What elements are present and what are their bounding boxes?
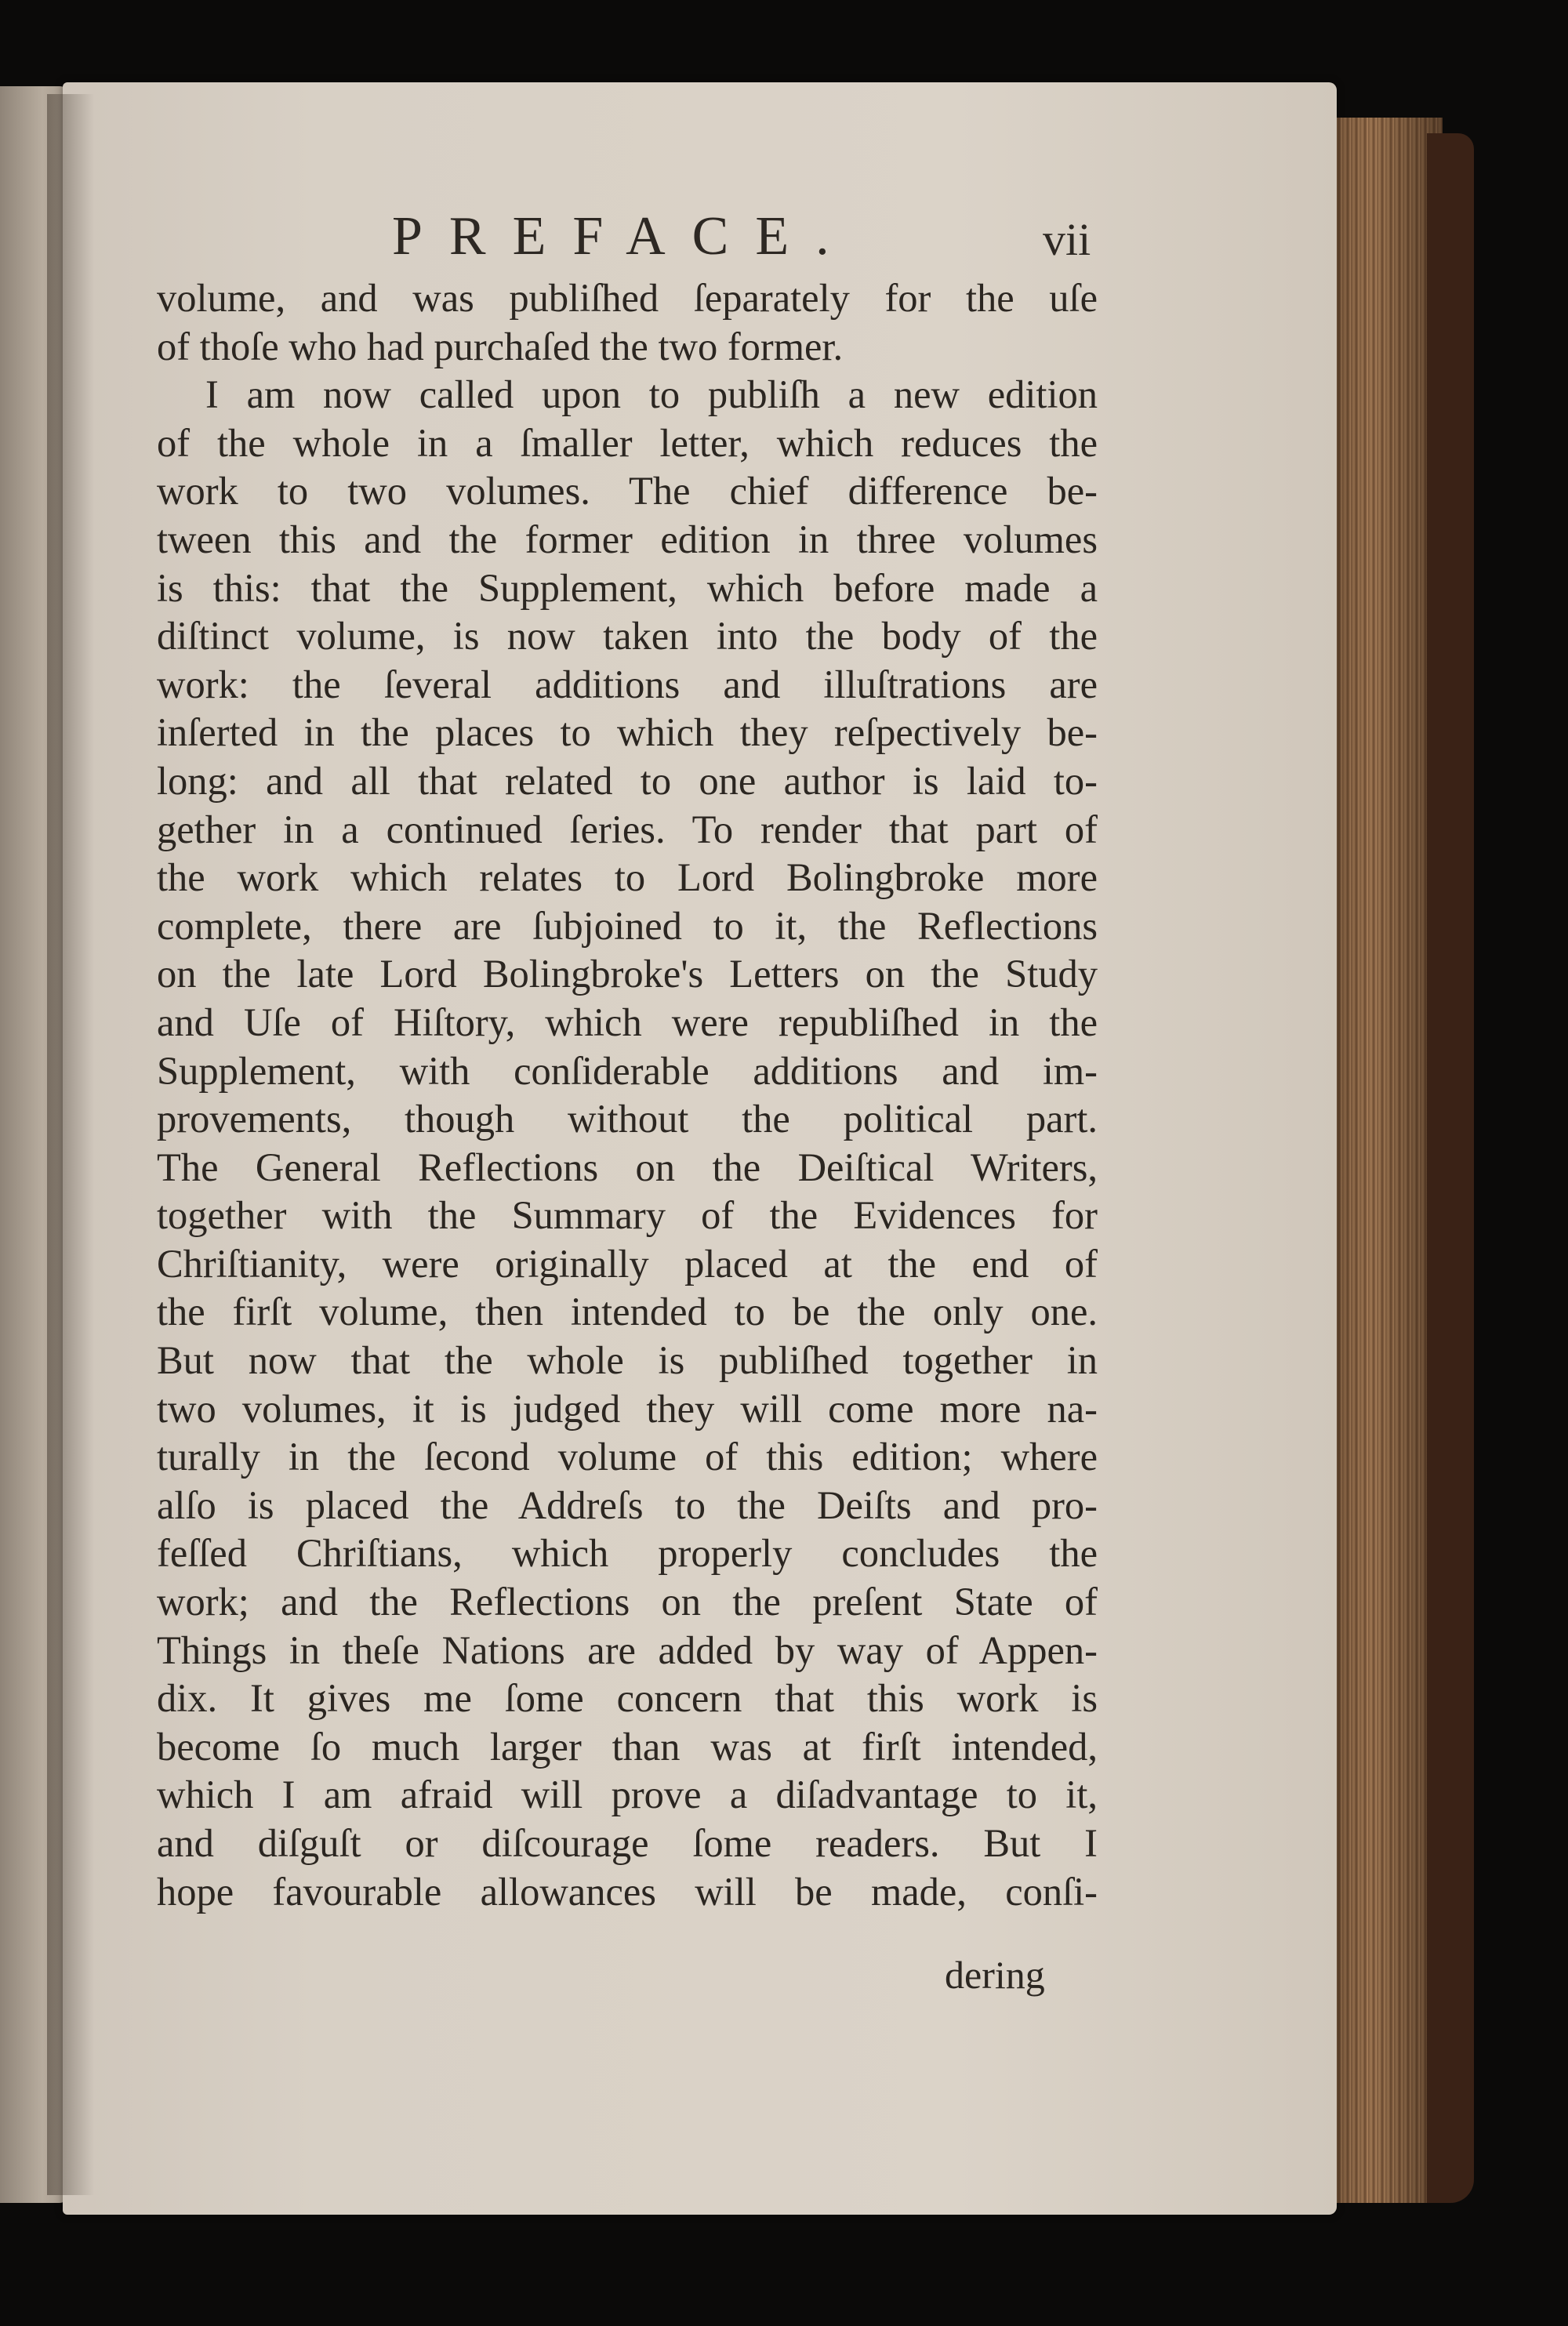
preface-text <box>157 274 1098 1916</box>
text-line: and diſguſt or diſcourage ſome readers. But I <box>157 1821 1098 1865</box>
text-line: Things in theſe Nations are added by way of Appen- <box>157 1627 1098 1672</box>
text-line: complete, there are ſubjoined to it, the Reflections <box>157 903 1098 948</box>
text-line: Supplement, with conſiderable additions and im- <box>157 1048 1098 1093</box>
text-line: the work which relates to Lord Bolingbroke more <box>157 855 1098 900</box>
text-line: on the late Lord Bolingbroke's Letters on the Study <box>157 952 1098 996</box>
text-line: But now that the whole is publiſhed together in <box>157 1338 1098 1383</box>
text-line: alſo is placed the Addreſs to the Deiſts and pro- <box>157 1482 1098 1527</box>
text-line: is this: that the Supplement, which before made a <box>157 565 1098 610</box>
text-line: volume, and was publiſhed ſeparately for the uſe <box>157 276 1098 320</box>
text-line: hope favourable allowances will be made, conſi- <box>157 1869 1098 1914</box>
text-line: tween this and the former edition in three volumes <box>157 517 1098 561</box>
page-fore-edge <box>1325 118 1443 2203</box>
text-line: diſtinct volume, is now taken into the body of the <box>157 614 1098 659</box>
text-line: together with the Summary of the Evidences for <box>157 1193 1098 1238</box>
catchword: dering <box>945 1953 1045 1997</box>
text-line: work to two volumes. The chief difference be- <box>157 469 1098 513</box>
text-line: two volumes, it is judged they will come more na- <box>157 1386 1098 1431</box>
text-line: gether in a continued ſeries. To render that part of <box>157 807 1098 851</box>
text-line: turally in the ſecond volume of this edition; where <box>157 1435 1098 1479</box>
text-line: and Uſe of Hiſtory, which were republiſhed in the <box>157 1000 1098 1044</box>
text-line: long: and all that related to one author is laid to- <box>157 758 1098 803</box>
text-line: of thoſe who had purchaſed the two former. <box>157 324 844 368</box>
text-line: inſerted in the places to which they reſpectively be- <box>157 710 1098 755</box>
book-cover-edge <box>1427 133 1474 2203</box>
text-line: Chriſtianity, were originally placed at the end of <box>157 1241 1098 1286</box>
running-head: PREFACE. <box>392 206 856 267</box>
page-gutter <box>47 94 94 2195</box>
text-line: become ſo much larger than was at firſt intended, <box>157 1724 1098 1769</box>
page-number: vii <box>1043 214 1091 265</box>
text-line: The General Reflections on the Deiſtical Writers, <box>157 1145 1098 1189</box>
text-line: the firſt volume, then intended to be the only one. <box>157 1290 1098 1334</box>
text-line: of the whole in a ſmaller letter, which reduces the <box>157 420 1098 465</box>
text-line: feſſed Chriſtians, which properly concludes the <box>157 1531 1098 1576</box>
text-line: work: the ſeveral additions and illuſtrations are <box>157 662 1098 706</box>
text-line: provements, though without the political part. <box>157 1097 1098 1141</box>
text-line: work; and the Reflections on the preſent State of <box>157 1580 1098 1624</box>
text-line: I am now called upon to publiſh a new edition <box>205 372 1098 417</box>
text-line: which I am afraid will prove a diſadvantage to it, <box>157 1773 1098 1817</box>
text-line: dix. It gives me ſome concern that this work is <box>157 1676 1098 1721</box>
